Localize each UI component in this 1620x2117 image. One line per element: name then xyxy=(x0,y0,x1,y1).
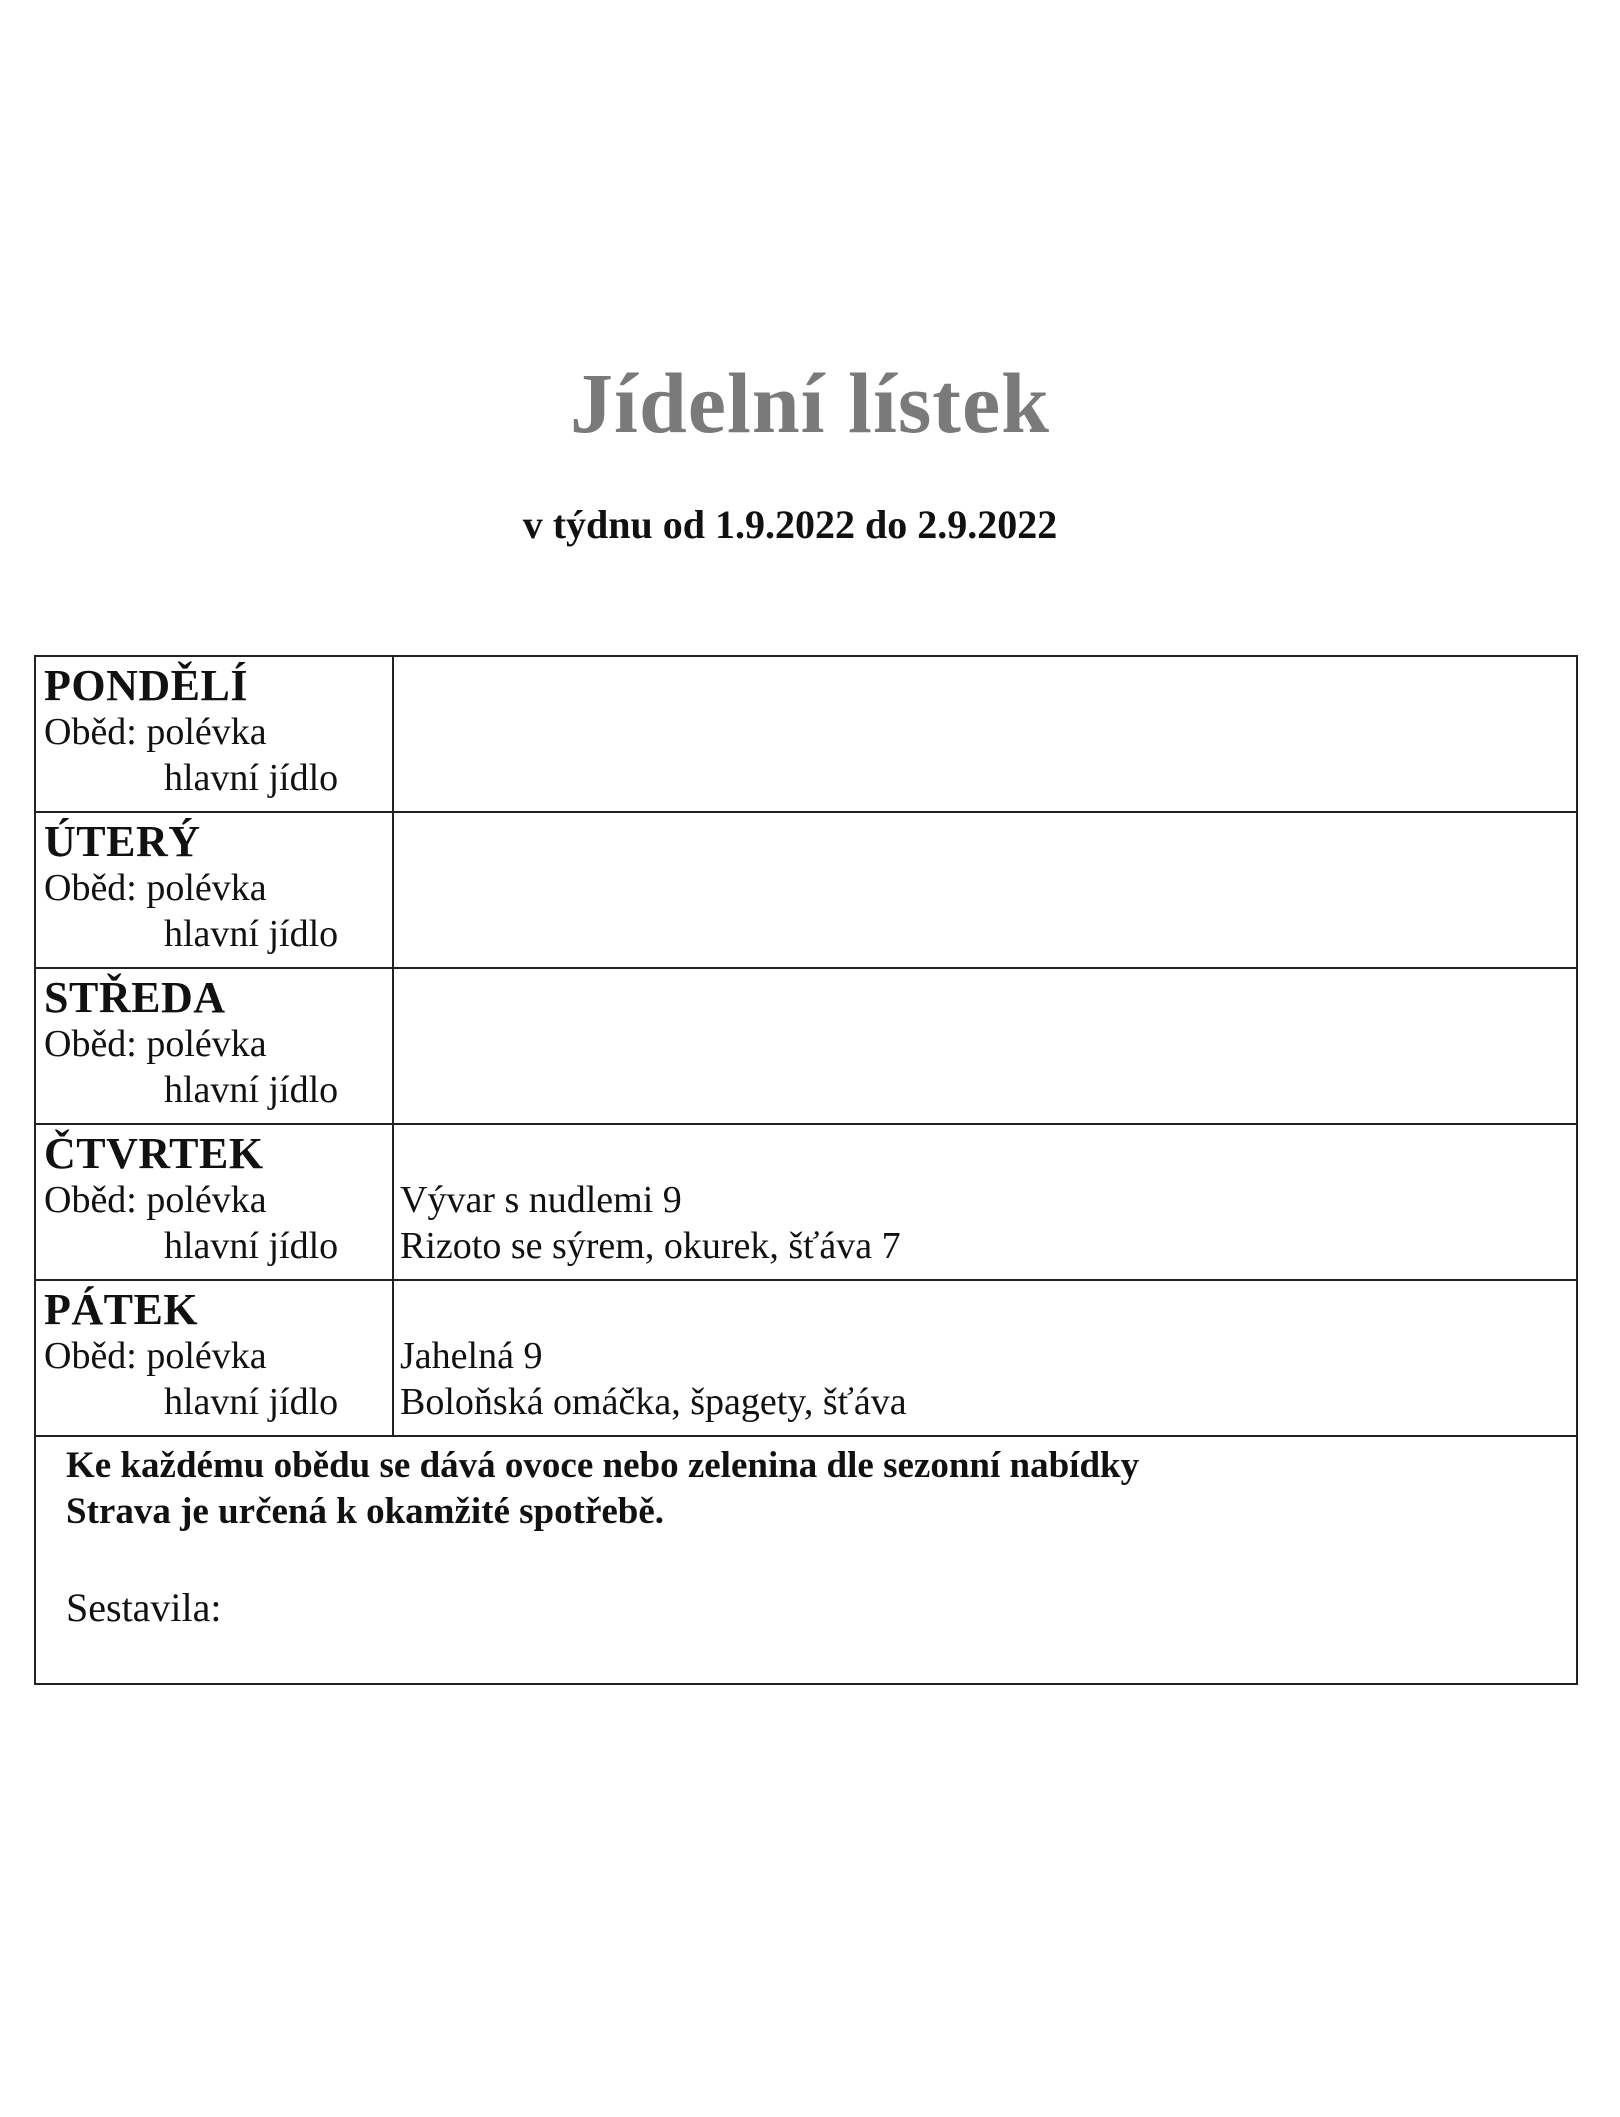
soup-label: Oběd: polévka xyxy=(44,1179,267,1221)
main-dish-label: hlavní jídlo xyxy=(164,1069,339,1111)
main-dish-value: Rizoto se sýrem, okurek, šťáva 7 xyxy=(400,1225,901,1267)
table-row xyxy=(35,1280,1577,1436)
dish-cell-wednesday xyxy=(393,968,1577,1124)
day-cell-thursday xyxy=(35,1124,393,1280)
dish-cell-friday xyxy=(393,1280,1577,1436)
dish-cell-thursday xyxy=(393,1124,1577,1280)
main-dish-label: hlavní jídlo xyxy=(164,757,339,799)
day-name: PONDĚLÍ xyxy=(44,661,248,710)
day-cell-tuesday xyxy=(35,812,393,968)
day-name: STŘEDA xyxy=(44,973,226,1022)
page-title: Jídelní lístek xyxy=(570,355,1050,451)
day-name: ČTVRTEK xyxy=(44,1129,264,1178)
day-name: ÚTERÝ xyxy=(44,817,201,866)
note-consumption: Strava je určená k okamžité spotřebě. xyxy=(66,1491,665,1532)
soup-label: Oběd: polévka xyxy=(44,1335,267,1377)
table-row xyxy=(35,812,1577,968)
author-label: Sestavila: xyxy=(66,1585,222,1630)
note-fruit: Ke každému obědu se dává ovoce nebo zelenina dle sezonní nabídky xyxy=(66,1445,1140,1486)
table-row xyxy=(35,1124,1577,1280)
main-dish-label: hlavní jídlo xyxy=(164,913,339,955)
soup-label: Oběd: polévka xyxy=(44,867,267,909)
table-row xyxy=(35,656,1577,812)
main-dish-label: hlavní jídlo xyxy=(164,1381,339,1423)
table-row xyxy=(35,1436,1577,1684)
table-row xyxy=(35,968,1577,1124)
day-cell-wednesday xyxy=(35,968,393,1124)
day-name: PÁTEK xyxy=(44,1285,199,1334)
dish-cell-monday xyxy=(393,656,1577,812)
soup-label: Oběd: polévka xyxy=(44,711,267,753)
soup-value: Jahelná 9 xyxy=(400,1335,543,1377)
soup-value: Vývar s nudlemi 9 xyxy=(400,1179,682,1221)
menu-table xyxy=(34,655,1578,1685)
main-dish-value: Boloňská omáčka, špagety, šťáva xyxy=(400,1381,907,1423)
week-range: v týdnu od 1.9.2022 do 2.9.2022 xyxy=(522,502,1058,547)
footer-cell xyxy=(35,1436,1577,1684)
dish-cell-tuesday xyxy=(393,812,1577,968)
soup-label: Oběd: polévka xyxy=(44,1023,267,1065)
day-cell-monday xyxy=(35,656,393,812)
main-dish-label: hlavní jídlo xyxy=(164,1225,339,1267)
day-cell-friday xyxy=(35,1280,393,1436)
